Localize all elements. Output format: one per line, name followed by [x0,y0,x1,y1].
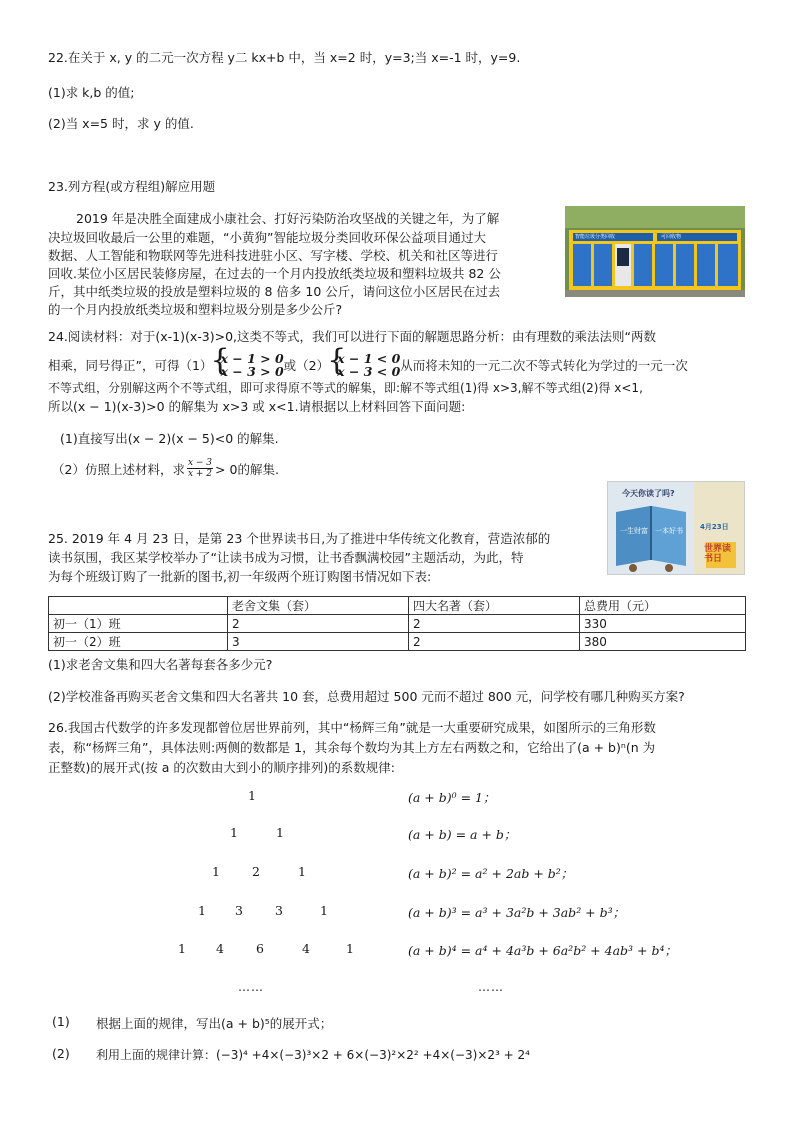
q24-fraction [187,458,213,479]
table-header-cell: 四大名著（套） [409,597,580,615]
binomial-formula: (a + b) = a + b； [408,827,517,842]
table-header-cell: 总费用（元） [580,597,746,615]
photo2-date: 4月23日 [700,523,729,531]
q24-line2-a: 相乘，同号得正”，可得（1） [48,358,213,373]
triangle-continuation: …… [238,980,264,994]
q24-line1: 24.阅读材料：对于(x-1)(x-3)>0,这类不等式，我们可以进行下面的解题思路分析：由有理数的乘法法则“两数 [48,329,656,344]
photo2-book-right: 一生财富 [620,527,648,535]
q25-part1: (1)求老舍文集和四大名著每套各多少元? [48,657,273,672]
q24-part2 [52,458,279,479]
triangle-number: 1 [230,825,238,840]
triangle-number: 1 [276,825,284,840]
q26-part1: 根据上面的规律，写出(a + b)⁵的展开式； [96,1016,333,1031]
q23-line4: 回收.某位小区居民装修房屋，在过去的一个月内投放纸类垃圾和塑料垃圾共 82 公 [48,266,501,281]
triangle-number: 1 [298,864,306,879]
table-header-cell [49,597,228,615]
triangle-number: 4 [216,941,224,956]
photo1-sign-right: 可回收物 [661,234,682,240]
q24-fraction-denominator: x + 2 [187,469,213,479]
q24-system1-eq1: { x − 1 > 0 [220,351,284,366]
reading-day-poster [607,481,745,575]
q23-line5: 斤，其中纸类垃圾的投放是塑料垃圾的 8 倍多 10 公斤，请问这位小区居民在过去 [48,284,501,299]
q26-part1-label: (1) [52,1014,70,1029]
q23-title: 23.列方程(或方程组)解应用题 [48,179,216,194]
photo2-top-text: 今天你读了吗? [622,489,675,498]
q26-part2-label: (2) [52,1046,70,1061]
table-cell: 2 [228,615,409,633]
q24-system1-eq2: x − 3 > 0 [220,364,284,379]
q24-part2-b: > 0的解集. [215,461,279,477]
table-cell: 380 [580,633,746,651]
q23-line6: 的一个月内投放纸类垃圾和塑料垃圾分别是多少公斤? [48,302,343,317]
q24-system2-eq2: x − 3 < 0 [337,364,401,379]
binomial-formula: (a + b)⁴ = a⁴ + 4a³b + 6a²b² + 4ab³ + b⁴； [408,943,677,958]
triangle-number: 1 [346,941,354,956]
q24-fraction-numerator: x − 3 [187,458,213,468]
q24-line3: 不等式组，分别解这两个不等式组，即可求得原不等式的解集，即:解不等式组(1)得 x>3,解不等式组(2)得 x<1, [48,381,643,395]
q25-part2: (2)学校准备再购买老舍文集和四大名著共 10 套，总费用超过 500 元而不超过 800 元，问学校有哪几种购买方案? [48,689,685,704]
triangle-number: 1 [320,903,328,918]
triangle-number: 2 [252,864,260,879]
binomial-formula: (a + b)³ = a³ + 3a²b + 3ab² + b³； [408,905,626,920]
q23-line1: 2019 年是决胜全面建成小康社会、打好污染防治攻坚战的关键之年，为了解 [76,211,500,226]
q24-line2-b: 或（2） [283,358,330,373]
triangle-number: 1 [198,903,206,918]
binomial-formula: (a + b)⁰ = 1； [408,790,496,805]
q22-stem: 22.在关于 x, y 的二元一次方程 y二 kx+b 中，当 x=2 时，y=3;当 x=-1 时，y=9. [48,50,521,65]
binomial-formula: (a + b)² = a² + 2ab + b²； [408,866,574,881]
q26-line2: 表，称“杨辉三角”，具体法则:两侧的数都是 1，其余每个数均为其上方左右两数之和，它给出了(a + b)ⁿ(n 为 [48,740,656,755]
book-order-table [48,596,746,651]
q24-system2 [329,352,400,378]
q22-part1: (1)求 k,b 的值; [48,85,135,100]
q24-line4: 所以(x − 1)(x-3)>0 的解集为 x>3 或 x<1.请根据以上材料回答下面问题: [48,399,466,414]
table-cell: 初一（1）班 [49,615,228,633]
recycling-station-photo [565,206,745,297]
photo2-book-left: 一本好书 [655,527,683,535]
table-header-cell: 老舍文集（套） [228,597,409,615]
table-cell: 2 [409,615,580,633]
triangle-number: 1 [248,788,256,803]
table-cell: 初一（2）班 [49,633,228,651]
q23-line3: 数据、人工智能和物联网等先进科技进驻小区、写字楼、学校、机关和社区等进行 [48,248,499,263]
table-cell: 3 [228,633,409,651]
table-row [49,633,746,651]
triangle-number: 1 [178,941,186,956]
photo1-sign-left: 智能垃圾分类回收 [575,234,616,240]
q24-line2 [48,350,688,380]
q25-line3: 为每个班级订购了一批新的图书,初一年级两个班订购图书情况如下表: [48,569,432,584]
q26-line3: 正整数)的展开式(按 a 的次数由大到小的顺序排列)的系数规律: [48,760,395,775]
triangle-number: 1 [212,864,220,879]
q26-line1: 26.我国古代数学的许多发现都曾位居世界前列，其中“杨辉三角”就是一大重要研究成果，如图所示的三角形数 [48,720,656,735]
photo2-title: 世界读书日 [704,544,732,564]
q25-line2: 读书氛围，我区某学校举办了“让读书成为习惯，让书香飘满校园”主题活动，为此，特 [48,550,524,565]
triangle-number: 6 [256,941,264,956]
q24-line2-c: 从而将未知的一元二次不等式转化为学过的一元一次 [400,358,688,373]
q24-system2-eq1: { x − 1 < 0 [337,351,401,366]
q22-part2: (2)当 x=5 时，求 y 的值. [48,116,194,131]
table-cell: 330 [580,615,746,633]
triangle-number: 4 [302,941,310,956]
q23-line2: 决垃圾回收最后一公里的难题，“小黄狗”智能垃圾分类回收环保公益项目通过大 [48,230,486,245]
table-row [49,615,746,633]
q26-part2: 利用上面的规律计算：(−3)⁴ +4×(−3)³×2 + 6×(−3)²×2² +4×(−3)×2³ + 2⁴ [96,1048,530,1062]
table-header-row [49,597,746,615]
triangle-number: 3 [275,903,283,918]
triangle-number: 3 [235,903,243,918]
q24-system1 [212,352,283,378]
formula-continuation: …… [478,980,504,994]
table-cell: 2 [409,633,580,651]
q24-part2-a: （2）仿照上述材料，求 [52,461,185,477]
q24-part1: (1)直接写出(x − 2)(x − 5)<0 的解集. [60,431,279,446]
q25-line1: 25. 2019 年 4 月 23 日，是第 23 个世界读书日,为了推进中华传统文化教育，营造浓郁的 [48,531,551,546]
